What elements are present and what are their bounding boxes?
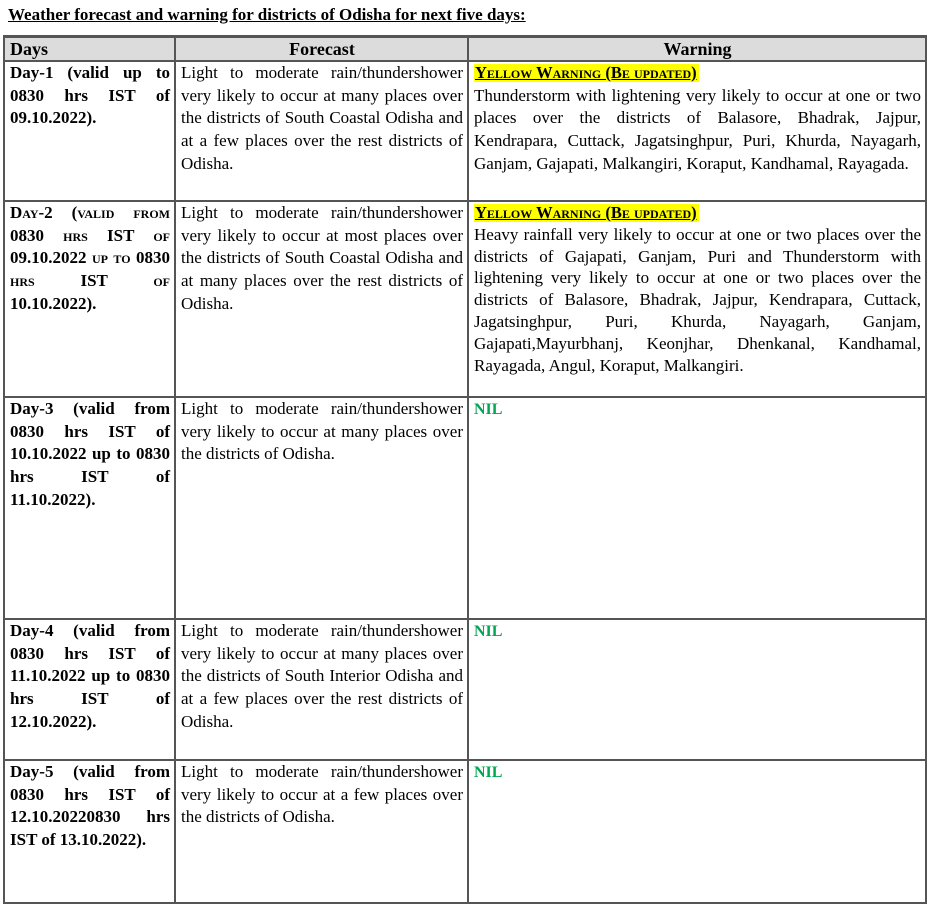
- table-row-day-5: [4, 760, 926, 903]
- day-cell: Day-1 (valid up to 0830 hrs IST of 09.10.2022).: [4, 61, 175, 201]
- warning-cell: [468, 760, 926, 903]
- forecast-cell: Light to moderate rain/thundershower very likely to occur at most places over the districts of South Coastal Odisha and at many places over the rest districts of Odisha.: [175, 201, 468, 397]
- forecast-cell: Light to moderate rain/thundershower very likely to occur at many places over the districts of South Interior Odisha and at a few places over the rest districts of Odisha.: [175, 619, 468, 760]
- yellow-warning-badge: Yellow Warning (Be updated): [475, 63, 697, 82]
- yellow-warning-badge: Yellow Warning (Be updated): [475, 203, 697, 222]
- warning-text: Thunderstorm with lightening very likely to occur at one or two places over the districts of Balasore, Bhadrak, Jajpur, Kendrapara, Cuttack, Jagatsinghpur, Puri, Khurda, Nayagarh, Ganjam, Gajapati, Malkangiri, Koraput, Kandhamal, Rayagada.: [474, 85, 921, 173]
- warning-text: Heavy rainfall very likely to occur at one or two places over the districts of Gajapati, Ganjam, Puri and Thunderstorm with lightening very likely to occur at one or two places over the districts of Balasore, Bhadrak, Jajpur, Kendrapara, Cuttack, Jagatsinghpur, Puri, Khurda, Nayagarh, Ganjam, Gajapati,Mayurbhanj, Keonjhar, Dhenkanal, Kandhamal, Rayagada, Angul, Koraput, Malkangiri.: [474, 224, 921, 375]
- day-cell: Day-4 (valid from 0830 hrs IST of 11.10.2022 up to 0830 hrs IST of 12.10.2022).: [4, 619, 175, 760]
- nil-warning: NIL: [474, 764, 503, 781]
- header-days: Days: [4, 37, 175, 62]
- nil-warning: NIL: [474, 401, 503, 418]
- table-row-day-3: [4, 397, 926, 619]
- page-title: Weather forecast and warning for districts of Odisha for next five days:: [8, 5, 526, 24]
- forecast-cell: Light to moderate rain/thundershower very likely to occur at a few places over the districts of Odisha.: [175, 760, 468, 903]
- warning-cell: [468, 619, 926, 760]
- nil-warning: NIL: [474, 623, 503, 640]
- forecast-cell: Light to moderate rain/thundershower very likely to occur at many places over the districts of Odisha.: [175, 397, 468, 619]
- table-row-day-2: [4, 201, 926, 397]
- day-cell: Day-5 (valid from 0830 hrs IST of 12.10.20220830 hrs IST of 13.10.2022).: [4, 760, 175, 903]
- forecast-cell: Light to moderate rain/thundershower very likely to occur at many places over the districts of South Coastal Odisha and at a few places over the rest districts of Odisha.: [175, 61, 468, 201]
- table-row-day-1: [4, 61, 926, 201]
- table-header-row: [4, 37, 926, 62]
- header-warning: Warning: [468, 37, 926, 62]
- forecast-table: [3, 35, 927, 904]
- day-cell: Day-3 (valid from 0830 hrs IST of 10.10.2022 up to 0830 hrs IST of 11.10.2022).: [4, 397, 175, 619]
- header-forecast: Forecast: [175, 37, 468, 62]
- warning-cell: [468, 397, 926, 619]
- warning-cell: [468, 61, 926, 201]
- warning-cell: [468, 201, 926, 397]
- table-row-day-4: [4, 619, 926, 760]
- day-cell: Day-2 (valid from 0830 hrs IST of 09.10.2022 up to 0830 hrs IST of 10.10.2022).: [4, 201, 175, 397]
